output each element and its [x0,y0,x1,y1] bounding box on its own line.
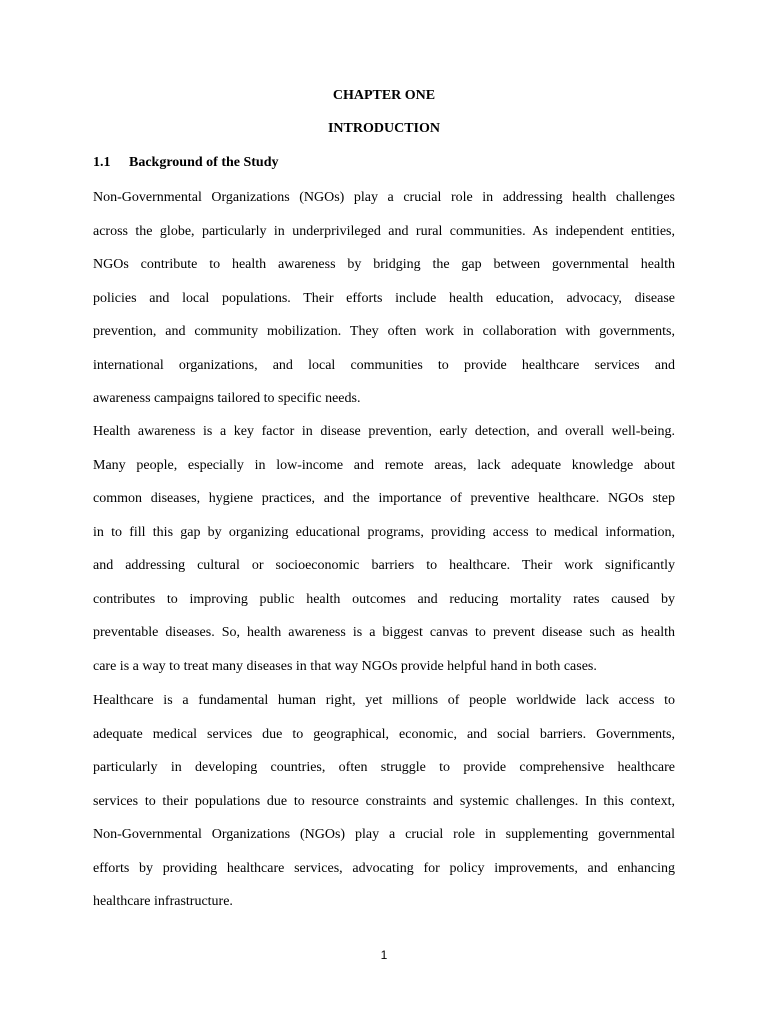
paragraph-line: Health awareness is a key factor in disease prevention, early detection, and overall well-being. [93,424,675,439]
chapter-title: CHAPTER ONE [332,88,436,103]
paragraph-line: services to their populations due to resource constraints and systemic challenges. In this context, [93,793,675,809]
paragraph-line: policies and local populations. Their efforts include health education, advocacy, disease [93,290,675,306]
paragraph-line: Non-Governmental Organizations (NGOs) play a crucial role in supplementing governmental [93,827,675,842]
paragraph-line: and addressing cultural or socioeconomic barriers to healthcare. Their work significantly [93,558,675,573]
paragraph-line: healthcare infrastructure. [93,894,233,909]
chapter-subtitle: INTRODUCTION [327,121,440,136]
paragraph-line: prevention, and community mobilization. They often work in collaboration with governments, [93,324,675,339]
paragraph-3 [93,684,675,919]
section-number: 1.1 [93,155,111,170]
paragraph-line: efforts by providing healthcare services, advocating for policy improvements, and enhancing [93,860,675,876]
paragraph-line: awareness campaigns tailored to specific needs. [93,391,361,406]
paragraph-line: adequate medical services due to geographical, economic, and social barriers. Governments, [93,726,675,742]
paragraph-line: international organizations, and local communities to provide healthcare services and [93,357,675,373]
paragraph-line: care is a way to treat many diseases in that way NGOs provide helpful hand in both cases. [93,658,597,674]
paragraph-line: particularly in developing countries, often struggle to provide comprehensive healthcare [93,760,675,775]
section-heading [93,154,279,172]
paragraph-line: Many people, especially in low-income and remote areas, lack adequate knowledge about [93,457,675,473]
paragraph-line: preventable diseases. So, health awareness is a biggest canvas to prevent disease such as health [93,625,675,640]
paragraph-line: Healthcare is a fundamental human right, yet millions of people worldwide lack access to [93,693,675,708]
paragraph-line: contributes to improving public health outcomes and reducing mortality rates caused by [93,591,675,607]
section-title: Background of the Study [129,155,279,170]
page-number: 1 [380,948,388,962]
paragraph-2 [93,415,675,683]
paragraph-1 [93,181,675,416]
paragraph-line: in to fill this gap by organizing educational programs, providing access to medical information, [93,524,675,540]
paragraph-line: NGOs contribute to health awareness by bridging the gap between governmental health [93,257,675,272]
paragraph-line: common diseases, hygiene practices, and the importance of preventive healthcare. NGOs step [93,491,675,506]
paragraph-line: Non-Governmental Organizations (NGOs) play a crucial role in addressing health challenges [93,190,675,205]
paragraph-line: across the globe, particularly in underprivileged and rural communities. As independent entities, [93,223,675,239]
